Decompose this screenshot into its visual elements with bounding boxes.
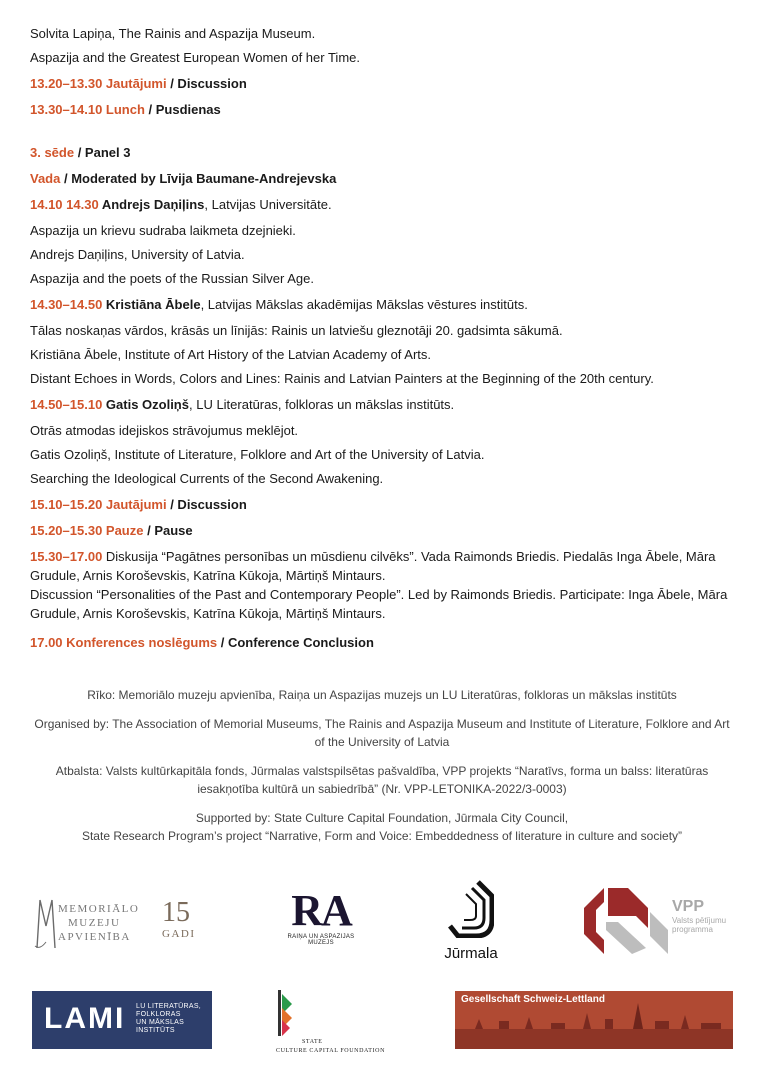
talk-2-title-lv: Tālas noskaņas vārdos, krāsās un līnijās: Rainis un latviešu gleznotāji 20. gadsimta sākumā. (30, 323, 563, 338)
affiliation: , Latvijas Universitāte. (204, 197, 332, 212)
lami-line-1: LU LITERATŪRAS, (136, 1003, 202, 1010)
speaker-line: Solvita Lapiņa, The Rainis and Aspazija Museum. (30, 26, 316, 41)
lami-mark: LAMI (44, 1002, 126, 1035)
vpp-title: VPP (672, 898, 705, 915)
panel-heading (30, 143, 734, 162)
affiliation: , Latvijas Mākslas akadēmijas Mākslas vēstures institūts. (200, 297, 528, 312)
organizers-en: Organised by: The Association of Memorial Museums, The Rainis and Aspazija Museum and Institute of Literature, Folklore and Art of the University of Latvia (34, 717, 730, 749)
vpp-logo (584, 888, 734, 954)
vpp-sub-1: Valsts pētījumu (672, 916, 727, 925)
panel-label-lv: 3. sēde (30, 145, 75, 160)
speaker-name: Gatis Ozoliņš (102, 397, 189, 412)
session-discussion-2 (30, 495, 734, 514)
jurmala-name: Jūrmala (444, 945, 498, 962)
mm-line-2: MUZEJU (68, 917, 121, 929)
session-conclusion (30, 633, 734, 652)
memorial-museums-logo (34, 896, 204, 954)
program (30, 24, 734, 652)
talk-1-title-lv: Aspazija un krievu sudraba laikmeta dzejnieki. (30, 223, 296, 238)
session-label: / Conference Conclusion (217, 635, 374, 650)
talk-3-speaker-en: Gatis Ozoliņš, Institute of Literature, Folklore and Art of the University of Latvia. (30, 447, 485, 462)
talk-2-speaker-en: Kristiāna Ābele, Institute of Art History of the Latvian Academy of Arts. (30, 347, 432, 362)
kkf-mark-icon (278, 990, 294, 1036)
talk-2-title-en: Distant Echoes in Words, Colors and Lines: Rainis and Latvian Painters at the Beginning of the 20th century. (30, 371, 654, 386)
ra-mark: RA (291, 886, 351, 935)
jurmala-logo (436, 880, 506, 966)
session-label: / Discussion (166, 497, 247, 512)
lami-line-3: UN MĀKSLAS (136, 1019, 185, 1026)
supporters-en-2: State Research Program’s project “Narrative, Form and Voice: Embeddedness of literature in culture and society” (81, 829, 683, 843)
panel-discussion-en: Discussion “Personalities of the Past and Contemporary People”. Led by Raimonds Briedis. Participate: Inga Ābele, Māra Grudule, Arnis Koroševskis, Katrīna Kūkoja, Mārtiņš Mintaurs. (30, 587, 728, 621)
session-lunch (30, 100, 734, 119)
time-label: 13.30–14.10 Lunch (30, 102, 145, 117)
time-label: 14.10 14.30 (30, 197, 99, 212)
supporters-lv: Atbalsta: Valsts kultūrkapitāla fonds, Jūrmalas valstspilsētas pašvaldība, VPP projekts “Naratīvs, forma un balss: literatūras iesakņotība kultūrā un sabiedrībā” (Nr. VPP-LETONIKA-2022/3-0003) (55, 764, 709, 796)
moderator-name: / Moderated by Līvija Baumane-Andrejevska (60, 171, 337, 186)
gesellschaft-schweiz-lettland-logo (455, 991, 733, 1049)
time-label: 15.10–15.20 Jautājumi (30, 497, 167, 512)
talk-3-title-en: Searching the Ideological Currents of the Second Awakening. (30, 471, 384, 486)
session-label: / Pause (143, 523, 193, 538)
rainis-aspazija-museum-logo (278, 888, 364, 958)
talk-3-title-lv: Otrās atmodas idejiskos strāvojumus meklējot. (30, 423, 299, 438)
talk-1-speaker-en: Andrejs Daņiļins, University of Latvia. (30, 247, 245, 262)
time-label: 17.00 Konferences noslēgums (30, 635, 218, 650)
time-label: 13.20–13.30 Jautājumi (30, 76, 167, 91)
panel-discussion-lv (30, 547, 734, 585)
panel-text-lv: Diskusija “Pagātnes personības un mūsdienu cilvēks”. Vada Raimonds Briedis. Piedalās Inga Ābele, Māra Grudule, Arnis Koroševskis, Katrīna Kūkoja, Mārtiņš Mintaurs. (30, 549, 716, 583)
lami-line-4: INSTITŪTS (136, 1027, 175, 1034)
talk-title: Aspazija and the Greatest European Women of her Time. (30, 50, 360, 65)
talk-2-header (30, 295, 734, 314)
supporters-en (30, 809, 734, 845)
time-label: 15.30–17.00 (30, 549, 103, 564)
mm-anniversary (162, 898, 196, 940)
session-label: / Pusdienas (144, 102, 221, 117)
kkf-line-1: STATE (302, 1039, 323, 1045)
mm-number: 15 (162, 897, 190, 928)
organizers-lv: Rīko: Memoriālo muzeju apvienība, Raiņa un Aspazijas muzejs un LU Literatūras, folkloras un mākslas institūts (87, 688, 677, 702)
kkf-line-2: CULTURE CAPITAL FOUNDATION (276, 1048, 386, 1054)
talk-1-title-en: Aspazija and the poets of the Russian Silver Age. (30, 271, 315, 286)
panel-label-en: / Panel 3 (74, 145, 131, 160)
time-label: 14.50–15.10 (30, 397, 103, 412)
moderator-line (30, 169, 734, 188)
jurmala-j-icon (448, 880, 494, 938)
mm-line-3: APVIENĪBA (58, 931, 131, 943)
time-label: 14.30–14.50 (30, 297, 103, 312)
gsl-title: Gesellschaft Schweiz-Lettland (461, 994, 605, 1005)
talk-3-header (30, 395, 734, 414)
session-pause (30, 521, 734, 540)
moderator-label: Vada (30, 171, 61, 186)
session-label: / Discussion (166, 76, 247, 91)
lami-line-2: FOLKLORAS (136, 1011, 181, 1018)
ra-line-2: MUZEJS (308, 940, 334, 946)
vpp-sub-2: programma (672, 925, 713, 934)
supporters-en-1: Supported by: State Culture Capital Foundation, Jūrmala City Council, (195, 811, 569, 825)
time-label: 15.20–15.30 Pauze (30, 523, 144, 538)
speaker-name: Kristiāna Ābele (102, 297, 201, 312)
vpp-mark-icon (584, 888, 668, 954)
affiliation: , LU Literatūras, folkloras un mākslas institūts. (188, 397, 455, 412)
session-discussion-1 (30, 74, 734, 93)
lami-logo (32, 991, 212, 1049)
kkf-logo (276, 990, 396, 1060)
mm-line-1: MEMORIĀLO (58, 903, 140, 915)
museum-m-icon (34, 896, 58, 952)
ra-line-1: RAIŅA UN ASPAZIJAS (287, 934, 355, 940)
speaker-name: Andrejs Daņiļins (98, 197, 205, 212)
talk-1-header (30, 195, 734, 214)
credits (30, 686, 734, 856)
mm-gadi: GADI (162, 928, 196, 940)
